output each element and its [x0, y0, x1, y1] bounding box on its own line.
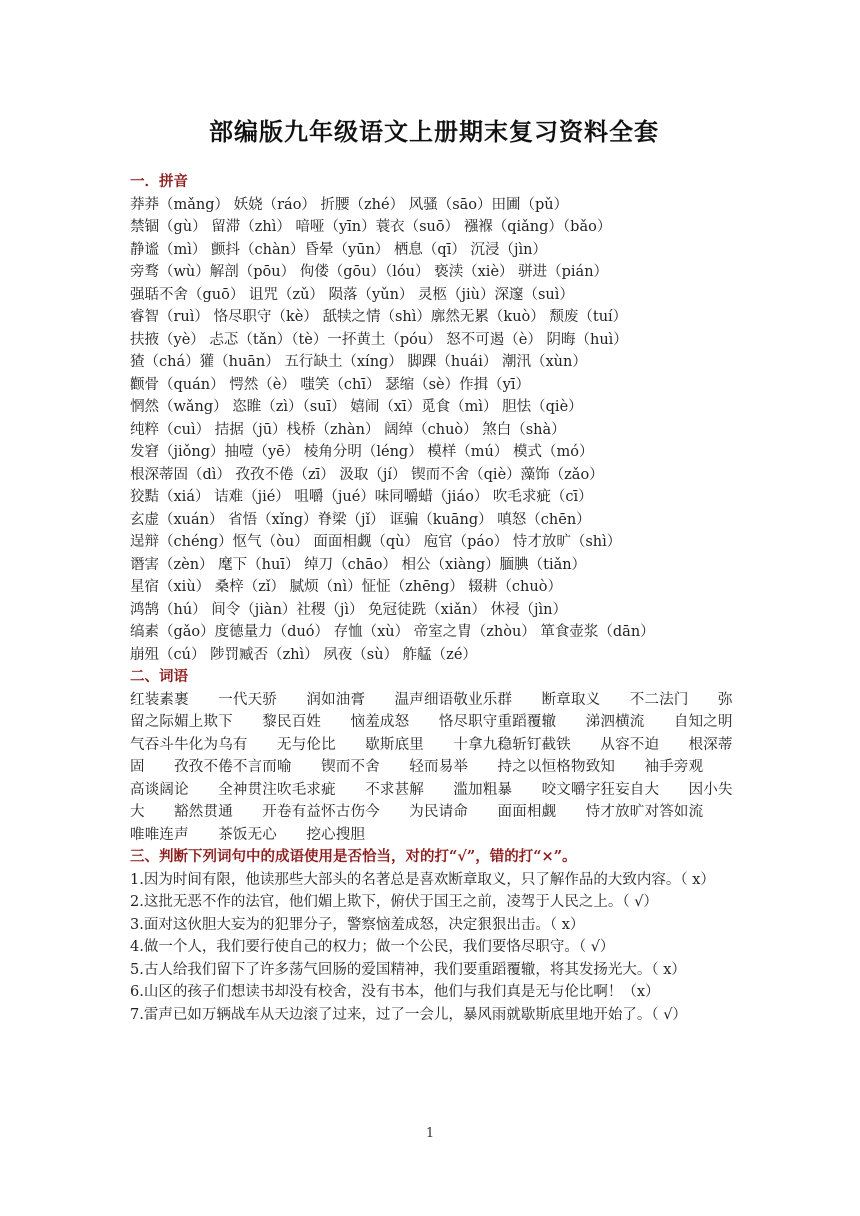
- vocabulary-paragraph: 红装素裹 一代天骄 润如油膏 温声细语敬业乐群 断章取义 不二法门 弥留之际媚上欺下 黎民百姓 恼羞成怒 恪尽职守重蹈覆辙 涕泗横流 自知之明 气吞斗牛化为乌有 无与伦比 歇斯底里 十拿九稳斩钉截铁 从容不迫 根深蒂固 孜孜不倦不言而喻 锲而不舍 轻而易举 持之以恒格物致知 袖手旁观 高谈阔论 全神贯注吹毛求疵 不求甚解 滥加粗暴 咬文嚼字狂妄自大 因小失大 豁然贯通 开卷有益怀古伤今 为民请命 面面相觑 恃才放旷对答如流 唯唯连声 茶饭无心 挖心搜胆: [130, 691, 763, 843]
- judgement-item: 3.面对这伙胆大妄为的犯罪分子，警察恼羞成怒，决定狠狠出击。（ x）: [130, 916, 585, 933]
- judgement-item: 5.古人给我们留下了许多荡气回肠的爱国精神，我们要重蹈覆辙，将其发扬光大。（ x）: [130, 961, 686, 978]
- judgement-list: [130, 869, 738, 1027]
- pinyin-line: 星宿（xiù） 桑梓（zǐ） 腻烦（nì）怔怔（zhēng） 辍耕（chuò）: [130, 579, 562, 595]
- pinyin-line: 谮害（zèn） 麾下（huī） 绰刀（chāo） 相公（xiàng）腼腆（tiǎn）: [130, 556, 587, 573]
- pinyin-line: 静谧（mì） 颤抖（chàn）昏晕（yūn） 栖息（qī） 沉浸（jìn）: [130, 241, 547, 258]
- judgement-item: 2.这批无恶不作的法官，他们媚上欺下，俯伏于国王之前，凌驾于人民之上。（ √）: [130, 894, 658, 910]
- pinyin-line: 玄虚（xuán） 省悟（xǐng）脊梁（jǐ） 诓骗（kuāng） 嗔怒（chēn）: [130, 511, 591, 528]
- pinyin-line: 狡黠（xiá） 诘难（jié） 咀嚼（jué）味同嚼蜡（jiáo） 吹毛求疵（cī）: [130, 489, 593, 505]
- pinyin-line: 崩殂（cú） 陟罚臧否（zhì） 夙夜（sù） 舴艋（zé）: [130, 646, 477, 663]
- section-heading-judgement: 三、判断下列词句中的成语使用是否恰当，对的打“√”，错的打“×”。: [130, 848, 577, 865]
- pinyin-line: 旁骛（wù）解剖（pōu） 佝偻（gōu）（lóu） 亵渎（xiè） 骈进（pián）: [130, 264, 609, 280]
- pinyin-line: 莽莽（mǎng） 妖娆（ráo） 折腰（zhé） 风骚（sāo）田圃（pǔ）: [130, 196, 569, 213]
- pinyin-line: 纯粹（cuì） 拮据（jū）栈桥（zhàn） 阔绰（chuò） 煞白（shà）: [130, 421, 566, 438]
- pinyin-line: 惘然（wǎng） 恣睢（zì）（suī） 嬉闹（xī）觅食（mì） 胆怯（qiè）: [130, 399, 583, 415]
- pinyin-list: [130, 194, 738, 667]
- pinyin-line: 扶掖（yè） 忐忑（tǎn）（tè）一抔黄土（póu） 怒不可遏（è） 阴晦（huì）: [130, 331, 628, 348]
- pinyin-line: 发窘（jiǒng）抽噎（yē） 棱角分明（léng） 模样（mú） 模式（mó）: [130, 444, 594, 460]
- judgement-item: 6.山区的孩子们想读书却没有校舍，没有书本，他们与我们真是无与伦比啊！（x）: [130, 984, 660, 1000]
- pinyin-line: 缟素（gǎo）度德量力（duó） 存恤（xù） 帝室之胄（zhòu） 箪食壶浆（dān）: [130, 624, 655, 640]
- pinyin-line: 逞辩（chéng）怄气（òu） 面面相觑（qù） 庖官（páo） 恃才放旷（shì）: [130, 534, 622, 550]
- pinyin-line: 猹（chá）獾（huān） 五行缺土（xíng） 脚踝（huái） 潮汛（xùn）: [130, 354, 587, 370]
- section-heading-pinyin: 一．拼音: [130, 173, 188, 190]
- pinyin-line: 根深蒂固（dì） 孜孜不倦（zī） 汲取（jí） 锲而不舍（qiè）藻饰（zǎo）: [130, 466, 604, 483]
- document-body: [130, 171, 763, 1026]
- judgement-item: 4.做一个人，我们要行使自己的权力；做一个公民，我们要恪尽职守。（ √）: [130, 939, 615, 955]
- judgement-item: 7.雷声已如万辆战车从天边滚了过来，过了一会儿，暴风雨就歇斯底里地开始了。（ √）: [130, 1006, 687, 1023]
- page-number: 1: [425, 1126, 435, 1141]
- pinyin-line: 强聒不舍（guō） 诅咒（zǔ） 陨落（yǔn） 灵柩（jiù）深邃（suì）: [130, 286, 574, 303]
- judgement-item: 1.因为时间有限，他读那些大部头的名著总是喜欢断章取义，只了解作品的大致内容。（ x）: [130, 871, 715, 888]
- pinyin-line: 睿智（ruì） 恪尽职守（kè） 舐犊之情（shì）廓然无累（kuò） 颓废（tuí）: [130, 309, 628, 325]
- document-title: 部编版九年级语文上册期末复习资料全套: [209, 117, 659, 146]
- pinyin-line: 鸿鹄（hú） 间令（jiàn）社稷（jì） 免冠徒跣（xiǎn） 休祲（jìn）: [130, 601, 568, 618]
- pinyin-line: 颧骨（quán） 愕然（è） 嗤笑（chī） 瑟缩（sè）作揖（yī）: [130, 376, 530, 393]
- pinyin-line: 禁锢（gù） 留滞（zhì） 喑哑（yīn）蓑衣（suō） 襁褓（qiǎng）（bǎo）: [130, 219, 612, 235]
- section-heading-vocabulary: 二、词语: [130, 668, 188, 685]
